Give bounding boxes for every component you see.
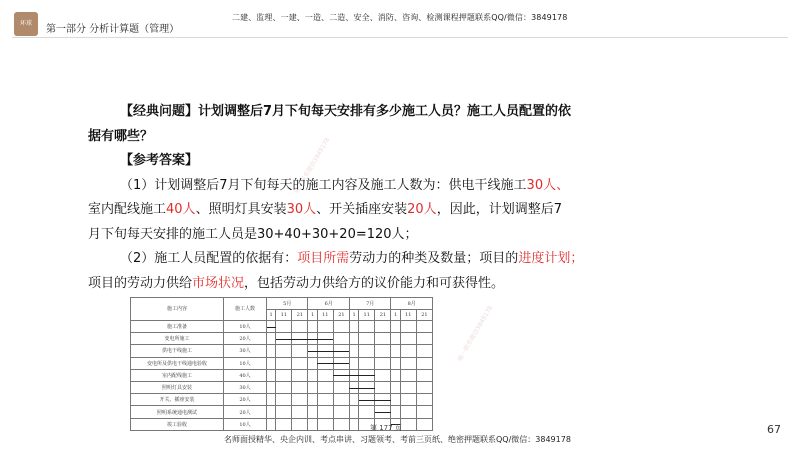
timeline-cell xyxy=(317,394,333,406)
schedule-bar xyxy=(267,327,276,328)
timeline-cell xyxy=(317,320,333,332)
table-header-task: 施工内容 xyxy=(131,298,224,321)
timeline-cell xyxy=(276,382,292,394)
timeline-cell xyxy=(267,369,276,381)
highlight-red: 项目所需 xyxy=(297,251,350,266)
day-header: 11 xyxy=(400,310,416,321)
page-number: 67 xyxy=(767,423,781,436)
timeline-cell xyxy=(276,345,292,357)
timeline-cell xyxy=(359,333,375,345)
crew-cell: 10人 xyxy=(224,320,267,332)
table-row xyxy=(131,382,433,394)
watermark-text: 唯一联系微信3849178 xyxy=(293,136,332,195)
timeline-cell xyxy=(349,320,358,332)
timeline-cell xyxy=(308,357,317,369)
crew-cell: 10人 xyxy=(224,357,267,369)
month-header: 8月 xyxy=(391,298,433,310)
timeline-cell xyxy=(391,345,400,357)
task-cell: 变电所施工 xyxy=(131,333,224,345)
timeline-cell xyxy=(391,333,400,345)
timeline-cell xyxy=(333,320,349,332)
header-contact-notice: 二建、监理、一建、一造、二造、安全、消防、咨询、检测课程押题联系QQ/微信：3849178 xyxy=(232,13,568,22)
timeline-cell xyxy=(375,369,391,381)
crew-cell: 20人 xyxy=(224,406,267,418)
timeline-cell xyxy=(292,418,308,430)
task-cell: 开关、插座安装 xyxy=(131,394,224,406)
timeline-cell xyxy=(267,357,276,369)
timeline-cell xyxy=(416,320,432,332)
timeline-cell xyxy=(400,333,416,345)
crew-cell: 20人 xyxy=(224,394,267,406)
crew-cell: 30人 xyxy=(224,382,267,394)
month-header: 6月 xyxy=(308,298,349,310)
timeline-cell xyxy=(267,406,276,418)
timeline-cell xyxy=(416,382,432,394)
task-cell: 照明系统通电测试 xyxy=(131,406,224,418)
timeline-cell xyxy=(317,406,333,418)
table-row xyxy=(131,320,433,332)
highlight-red: ； xyxy=(570,251,584,266)
timeline-cell xyxy=(349,406,358,418)
text-run: （2）施工人员配置的依据有： xyxy=(120,251,298,266)
timeline-cell xyxy=(349,345,358,357)
day-header: 1 xyxy=(349,310,358,321)
task-cell: 变电所及供电干线通电验收 xyxy=(131,357,224,369)
highlight-red: 20人 xyxy=(407,202,437,217)
brand-logo xyxy=(14,12,38,36)
timeline-cell xyxy=(416,394,432,406)
timeline-cell xyxy=(416,406,432,418)
timeline-cell xyxy=(333,418,349,430)
timeline-cell xyxy=(292,357,308,369)
month-header: 7月 xyxy=(349,298,390,310)
task-cell: 供电干线施工 xyxy=(131,345,224,357)
timeline-cell xyxy=(267,394,276,406)
timeline-cell xyxy=(349,357,358,369)
timeline-cell xyxy=(267,418,276,430)
timeline-cell xyxy=(333,406,349,418)
timeline-cell xyxy=(308,394,317,406)
timeline-cell xyxy=(375,357,391,369)
crew-cell: 10人 xyxy=(224,418,267,430)
schedule-table xyxy=(130,297,433,431)
timeline-cell xyxy=(292,320,308,332)
highlight-red: 40人 xyxy=(166,202,196,217)
schedule-bar xyxy=(375,412,391,413)
day-header: 21 xyxy=(333,310,349,321)
timeline-cell xyxy=(317,369,333,381)
timeline-cell xyxy=(308,382,317,394)
timeline-cell xyxy=(391,369,400,381)
schedule-table-figure xyxy=(130,297,433,431)
text-run: 、照明灯具安装 xyxy=(195,202,287,217)
document-body xyxy=(88,100,648,296)
timeline-cell xyxy=(400,369,416,381)
timeline-cell xyxy=(276,394,292,406)
text-run: 室内配线施工 xyxy=(88,202,167,217)
question-text-line1: 计划调整后7月下旬每天安排有多少施工人员？施工人员配置的依 xyxy=(198,104,572,119)
day-header: 21 xyxy=(375,310,391,321)
timeline-cell xyxy=(292,369,308,381)
logo-text: 环球 xyxy=(19,20,32,27)
timeline-cell xyxy=(400,320,416,332)
highlight-red: 进度计划 xyxy=(518,251,571,266)
timeline-cell xyxy=(400,406,416,418)
timeline-cell xyxy=(416,357,432,369)
timeline-cell xyxy=(391,406,400,418)
question-label: 【经典问题】 xyxy=(120,104,199,119)
timeline-cell xyxy=(317,382,333,394)
highlight-red: 30人、 xyxy=(526,177,570,193)
timeline-cell xyxy=(276,369,292,381)
answer-paragraph-1-continued xyxy=(88,198,648,223)
timeline-cell xyxy=(292,345,308,357)
crew-cell: 20人 xyxy=(224,333,267,345)
answer-paragraph-1-end xyxy=(88,223,648,248)
day-header: 21 xyxy=(292,310,308,321)
text-run: （1）计划调整后7月下旬每天的施工内容及施工人数为：供电干线施工 xyxy=(120,177,527,193)
page-count: 第 177 页 xyxy=(370,424,402,432)
schedule-bar xyxy=(333,375,374,376)
timeline-cell xyxy=(349,418,358,430)
timeline-cell xyxy=(375,345,391,357)
timeline-cell xyxy=(276,406,292,418)
timeline-cell xyxy=(292,406,308,418)
text-run: 月下旬每天安排的施工人员是30+40+30+20=120人； xyxy=(88,226,418,242)
day-header: 11 xyxy=(317,310,333,321)
answer-paragraph-2-continued xyxy=(88,272,648,297)
timeline-cell xyxy=(375,382,391,394)
timeline-cell xyxy=(308,406,317,418)
question-text-line2: 据有哪些？ xyxy=(88,128,154,144)
timeline-cell xyxy=(267,382,276,394)
schedule-bar xyxy=(349,388,374,389)
day-header: 1 xyxy=(391,310,400,321)
timeline-cell xyxy=(391,382,400,394)
schedule-bar xyxy=(276,339,334,340)
task-cell: 竣工验收 xyxy=(131,418,224,430)
header-divider xyxy=(12,37,788,38)
timeline-cell xyxy=(349,333,358,345)
timeline-cell xyxy=(276,320,292,332)
answer-label: 【参考答案】 xyxy=(120,153,199,168)
task-cell: 照明灯具安装 xyxy=(131,382,224,394)
timeline-cell xyxy=(292,382,308,394)
task-cell: 室内配线施工 xyxy=(131,369,224,381)
table-row xyxy=(131,357,433,369)
crew-cell: 30人 xyxy=(224,345,267,357)
text-run: ，因此，计划调整后7 xyxy=(436,202,562,217)
task-cell: 施工准备 xyxy=(131,320,224,332)
timeline-cell xyxy=(416,333,432,345)
schedule-bar xyxy=(308,351,349,352)
section-title: 第一部分 分析计算题（管理） xyxy=(46,24,180,35)
timeline-cell xyxy=(333,333,349,345)
timeline-cell xyxy=(349,394,358,406)
answer-paragraph-1 xyxy=(88,174,648,199)
page-header xyxy=(0,0,800,40)
footer-contact-notice: 名师面授精华、央企内训、考点串讲、习题领考、考前三页纸、绝密押题联系QQ/微信：3849178 xyxy=(224,435,571,444)
watermark-text: 唯一联系微信3849178 xyxy=(456,304,495,363)
timeline-cell xyxy=(391,357,400,369)
month-header: 5月 xyxy=(267,298,308,310)
timeline-cell xyxy=(359,357,375,369)
timeline-cell xyxy=(416,345,432,357)
highlight-red: 30人 xyxy=(286,202,317,217)
answer-paragraph-2 xyxy=(88,247,648,272)
timeline-cell xyxy=(276,418,292,430)
timeline-cell xyxy=(359,406,375,418)
timeline-cell xyxy=(308,369,317,381)
timeline-cell xyxy=(416,369,432,381)
timeline-cell xyxy=(267,345,276,357)
text-run: 劳动力的种类及数量；项目的 xyxy=(349,251,519,266)
timeline-cell xyxy=(267,333,276,345)
timeline-cell xyxy=(400,357,416,369)
text-run: ，包括劳动力供给方的议价能力和可获得性。 xyxy=(244,275,505,291)
timeline-cell xyxy=(416,418,432,430)
timeline-cell xyxy=(317,418,333,430)
table-header-crew: 施工人数 xyxy=(224,298,267,321)
timeline-cell xyxy=(400,382,416,394)
day-header: 1 xyxy=(308,310,317,321)
table-header-row xyxy=(131,298,433,310)
day-header: 1 xyxy=(267,310,276,321)
crew-cell: 40人 xyxy=(224,369,267,381)
timeline-cell xyxy=(375,320,391,332)
timeline-cell xyxy=(359,345,375,357)
question-paragraph-continued xyxy=(88,125,648,150)
timeline-cell xyxy=(375,333,391,345)
timeline-cell xyxy=(391,394,400,406)
table-row xyxy=(131,369,433,381)
timeline-cell xyxy=(333,382,349,394)
text-run: 、开关插座安装 xyxy=(316,202,408,217)
timeline-cell xyxy=(391,320,400,332)
timeline-cell xyxy=(400,418,416,430)
schedule-bar xyxy=(317,363,349,364)
timeline-cell xyxy=(308,418,317,430)
timeline-cell xyxy=(308,320,317,332)
day-header: 11 xyxy=(276,310,292,321)
schedule-table-body xyxy=(131,320,433,430)
timeline-cell xyxy=(400,345,416,357)
text-run: 项目的劳动力供给 xyxy=(88,275,193,291)
day-header: 11 xyxy=(359,310,375,321)
timeline-cell xyxy=(400,394,416,406)
watermark xyxy=(455,304,494,363)
timeline-cell xyxy=(276,357,292,369)
question-paragraph xyxy=(88,100,648,125)
timeline-cell xyxy=(333,394,349,406)
timeline-cell xyxy=(292,394,308,406)
highlight-red: 市场状况 xyxy=(192,275,245,291)
schedule-bar xyxy=(359,400,391,401)
timeline-cell xyxy=(359,320,375,332)
table-row xyxy=(131,345,433,357)
day-header: 21 xyxy=(416,310,432,321)
